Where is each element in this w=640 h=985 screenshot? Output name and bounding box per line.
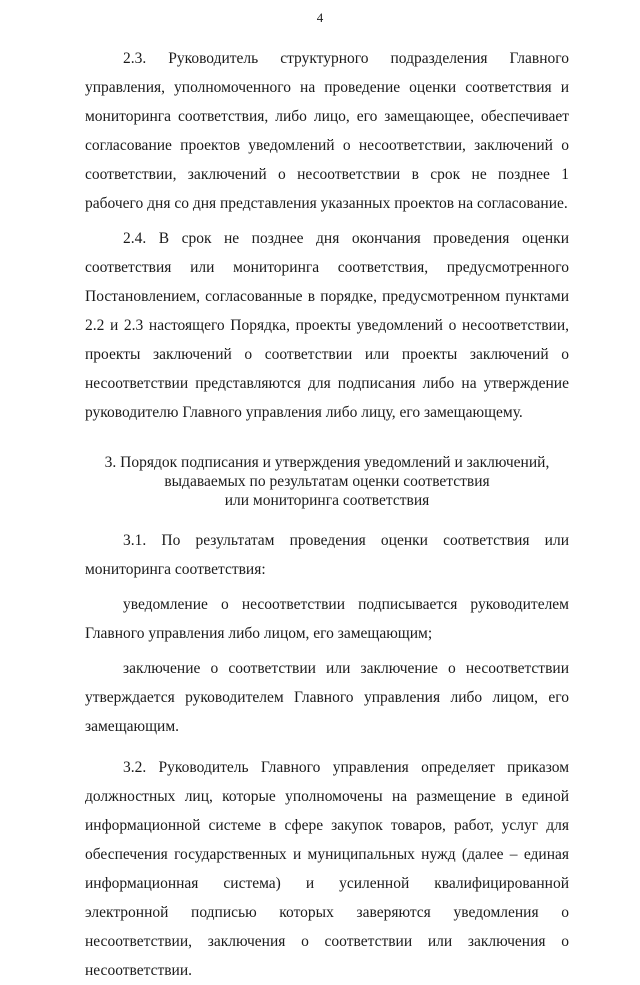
paragraph-3-1: 3.1. По результатам проведения оценки соответствия или мониторинга соответствия: (85, 532, 569, 578)
document-body (85, 44, 569, 985)
paragraph-notice: уведомление о несоответствии подписывается руководителем Главного управления либо лицом, его замещающим; (85, 596, 569, 642)
paragraph-2-3: 2.3. Руководитель структурного подразделения Главного управления, уполномоченного на проведение оценки соответствия и мониторинга соответствия, либо лицо, его замещающее, обеспечивает согласование проектов уведомлений о несоответствии, заключений о соответствии, заключений о несоответствии в срок не позднее 1 рабочего дня со дня представления указанных проектов на согласование. (85, 50, 569, 212)
section-heading (85, 453, 569, 510)
paragraph-conclusion: заключение о соответствии или заключение о несоответствии утверждается руководителем Главного управления либо лицом, его замещающим. (85, 660, 569, 735)
section-heading-line-2: выдаваемых по результатам оценки соответствия (164, 473, 490, 490)
page-number: 4 (316, 10, 324, 25)
section-heading-line-3: или мониторинга соответствия (224, 492, 430, 509)
paragraph-3-2: 3.2. Руководитель Главного управления определяет приказом должностных лиц, которые уполномочены на размещение в единой информационной системе в сфере закупок товаров, работ, услуг для обеспечения государственных и муниципальных нужд (далее – единая информационная система) и усиленной квалифицированной электронной подписью которых заверяются уведомления о несоответствии, заключения о соответствии или заключения о несоответствии. (85, 759, 569, 979)
section-heading-line-1: 3. Порядок подписания и утверждения уведомлений и заключений, (104, 454, 550, 471)
paragraph-2-4: 2.4. В срок не позднее дня окончания проведения оценки соответствия или мониторинга соответствия, предусмотренного Постановлением, согласованные в порядке, предусмотренном пунктами 2.2 и 2.3 настоящего Порядка, проекты уведомлений о несоответствии, проекты заключений о соответствии или проекты заключений о несоответствии представляются для подписания либо на утверждение руководителю Главного управления либо лицу, его замещающему. (85, 230, 569, 421)
